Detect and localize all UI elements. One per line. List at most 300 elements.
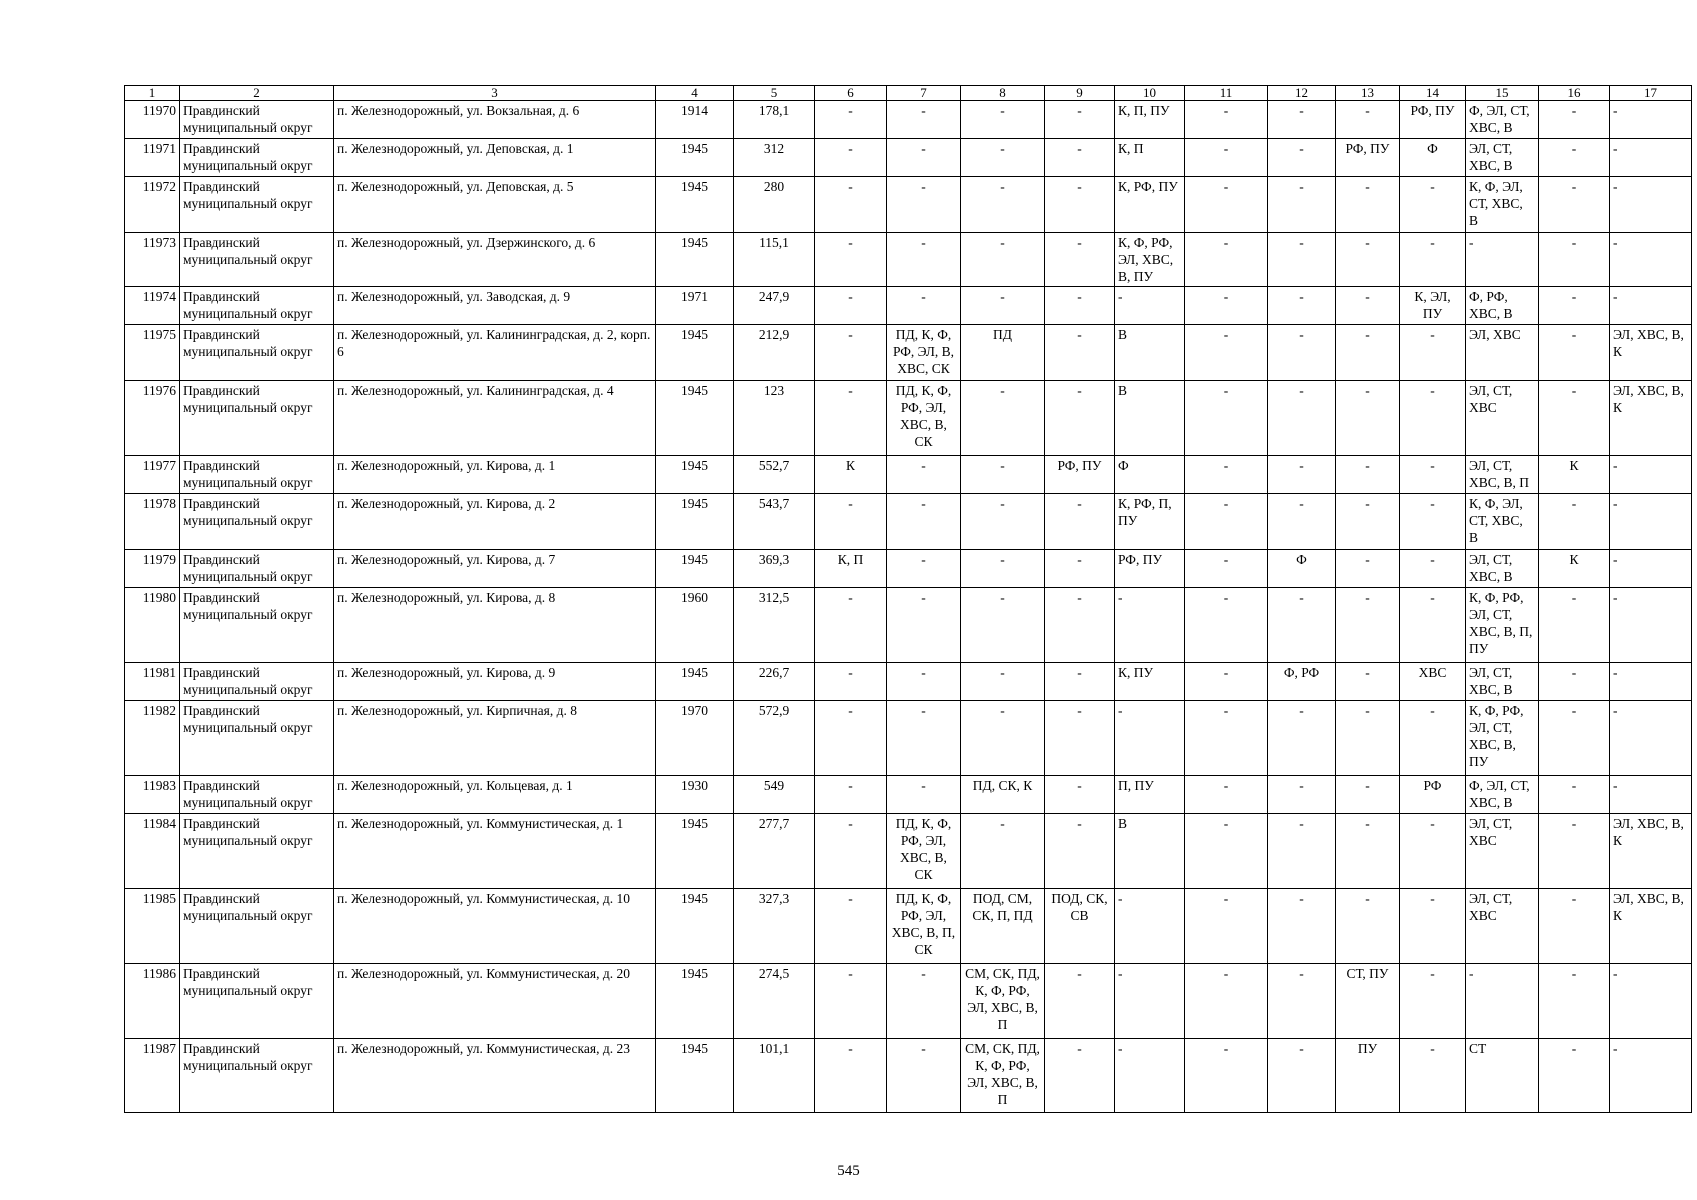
- table-row: [125, 287, 1692, 325]
- table-cell: -: [815, 1039, 887, 1113]
- table-row: [125, 889, 1692, 964]
- table-cell: Правдинский муниципальный округ: [180, 663, 334, 701]
- table-cell: п. Железнодорожный, ул. Коммунистическая, д. 23: [334, 1039, 656, 1113]
- table-cell: Ф, РФ: [1268, 663, 1336, 701]
- table-cell: ЭЛ, ХВС, В, К: [1610, 889, 1692, 964]
- table-row: [125, 494, 1692, 550]
- table-cell: -: [1268, 701, 1336, 776]
- table-cell: -: [815, 588, 887, 663]
- table-cell: ЭЛ, ХВС, В, К: [1610, 814, 1692, 889]
- table-cell: -: [961, 287, 1045, 325]
- table-cell: 11981: [125, 663, 180, 701]
- table-cell: 312,5: [734, 588, 815, 663]
- table-cell: К, Ф, ЭЛ, СТ, ХВС, В: [1466, 177, 1539, 233]
- column-number-header: 6: [815, 86, 887, 101]
- table-cell: 1945: [656, 494, 734, 550]
- table-cell: 277,7: [734, 814, 815, 889]
- table-cell: 1945: [656, 381, 734, 456]
- table-cell: Правдинский муниципальный округ: [180, 325, 334, 381]
- table-cell: 11979: [125, 550, 180, 588]
- table-cell: 1945: [656, 663, 734, 701]
- column-number-header: 5: [734, 86, 815, 101]
- table-row: [125, 550, 1692, 588]
- column-number-header: 14: [1400, 86, 1466, 101]
- table-cell: -: [1610, 101, 1692, 139]
- table-cell: -: [1539, 494, 1610, 550]
- table-cell: -: [1336, 177, 1400, 233]
- table-cell: -: [1268, 177, 1336, 233]
- table-cell: -: [1268, 139, 1336, 177]
- table-cell: К, П: [1115, 139, 1185, 177]
- table-cell: 11970: [125, 101, 180, 139]
- table-row: [125, 814, 1692, 889]
- table-cell: -: [1336, 814, 1400, 889]
- table-cell: -: [887, 233, 961, 287]
- table-cell: -: [1336, 456, 1400, 494]
- table-cell: п. Железнодорожный, ул. Кирова, д. 8: [334, 588, 656, 663]
- table-row: [125, 381, 1692, 456]
- table-cell: -: [961, 588, 1045, 663]
- table-cell: -: [1336, 588, 1400, 663]
- table-cell: -: [1045, 139, 1115, 177]
- table-cell: п. Железнодорожный, ул. Кирова, д. 9: [334, 663, 656, 701]
- table-cell: -: [887, 101, 961, 139]
- table-cell: п. Железнодорожный, ул. Кирова, д. 2: [334, 494, 656, 550]
- table-cell: -: [1336, 494, 1400, 550]
- table-cell: СТ: [1466, 1039, 1539, 1113]
- table-cell: -: [1610, 588, 1692, 663]
- table-cell: -: [1610, 494, 1692, 550]
- table-cell: Правдинский муниципальный округ: [180, 550, 334, 588]
- table-cell: РФ, ПУ: [1400, 101, 1466, 139]
- table-cell: 274,5: [734, 964, 815, 1039]
- table-row: [125, 456, 1692, 494]
- table-cell: -: [1539, 663, 1610, 701]
- table-cell: -: [1610, 964, 1692, 1039]
- table-cell: Правдинский муниципальный округ: [180, 287, 334, 325]
- table-row: [125, 1039, 1692, 1113]
- table-cell: Правдинский муниципальный округ: [180, 177, 334, 233]
- table-cell: Правдинский муниципальный округ: [180, 889, 334, 964]
- table-cell: 1945: [656, 325, 734, 381]
- table-cell: ЭЛ, ХВС, В, К: [1610, 325, 1692, 381]
- table-cell: 11975: [125, 325, 180, 381]
- table-cell: 11971: [125, 139, 180, 177]
- table-cell: ЭЛ, СТ, ХВС, В: [1466, 550, 1539, 588]
- table-cell: -: [815, 776, 887, 814]
- table-row: [125, 101, 1692, 139]
- table-cell: -: [1610, 177, 1692, 233]
- table-cell: -: [1115, 964, 1185, 1039]
- table-cell: п. Железнодорожный, ул. Дзержинского, д. 6: [334, 233, 656, 287]
- table-cell: 11984: [125, 814, 180, 889]
- table-cell: Ф: [1115, 456, 1185, 494]
- table-cell: Правдинский муниципальный округ: [180, 814, 334, 889]
- table-cell: РФ: [1400, 776, 1466, 814]
- page-number: 545: [837, 1163, 860, 1179]
- table-cell: К, РФ, П, ПУ: [1115, 494, 1185, 550]
- table-cell: Правдинский муниципальный округ: [180, 776, 334, 814]
- table-cell: ЭЛ, СТ, ХВС: [1466, 381, 1539, 456]
- table-cell: Ф: [1400, 139, 1466, 177]
- header-row: [125, 86, 1692, 101]
- table-cell: 1945: [656, 1039, 734, 1113]
- table-cell: п. Железнодорожный, ул. Кольцевая, д. 1: [334, 776, 656, 814]
- table-cell: -: [1185, 139, 1268, 177]
- table-cell: -: [1045, 814, 1115, 889]
- table-cell: -: [1045, 381, 1115, 456]
- table-cell: п. Железнодорожный, ул. Кирова, д. 1: [334, 456, 656, 494]
- table-cell: -: [1336, 776, 1400, 814]
- table-cell: -: [1045, 588, 1115, 663]
- table-cell: -: [1400, 456, 1466, 494]
- table-cell: Правдинский муниципальный округ: [180, 381, 334, 456]
- table-cell: -: [1400, 550, 1466, 588]
- table-cell: -: [1539, 381, 1610, 456]
- table-cell: -: [1539, 139, 1610, 177]
- table-cell: -: [1185, 550, 1268, 588]
- column-number-header: 9: [1045, 86, 1115, 101]
- table-cell: -: [1466, 233, 1539, 287]
- table-cell: -: [815, 101, 887, 139]
- table-cell: 369,3: [734, 550, 815, 588]
- table-cell: -: [1045, 550, 1115, 588]
- table-cell: -: [1185, 964, 1268, 1039]
- table-cell: РФ, ПУ: [1336, 139, 1400, 177]
- table-cell: -: [1539, 814, 1610, 889]
- table-cell: п. Железнодорожный, ул. Деповская, д. 1: [334, 139, 656, 177]
- table-cell: -: [1268, 494, 1336, 550]
- table-cell: -: [1115, 1039, 1185, 1113]
- table-cell: ЭЛ, СТ, ХВС, В: [1466, 663, 1539, 701]
- table-cell: -: [815, 233, 887, 287]
- table-cell: В: [1115, 814, 1185, 889]
- table-cell: п. Железнодорожный, ул. Калининградская, д. 4: [334, 381, 656, 456]
- table-cell: 11982: [125, 701, 180, 776]
- table-cell: -: [1539, 233, 1610, 287]
- table-cell: Правдинский муниципальный округ: [180, 101, 334, 139]
- column-number-header: 1: [125, 86, 180, 101]
- table-row: [125, 776, 1692, 814]
- table-cell: 327,3: [734, 889, 815, 964]
- table-cell: -: [815, 964, 887, 1039]
- table-cell: В: [1115, 381, 1185, 456]
- table-cell: -: [887, 588, 961, 663]
- table-cell: -: [961, 233, 1045, 287]
- column-number-header: 7: [887, 86, 961, 101]
- table-cell: -: [1400, 889, 1466, 964]
- table-cell: -: [1336, 287, 1400, 325]
- table-row: [125, 964, 1692, 1039]
- table-cell: -: [887, 177, 961, 233]
- table-cell: К, Ф, РФ, ЭЛ, СТ, ХВС, В, ПУ: [1466, 701, 1539, 776]
- table-cell: -: [1268, 233, 1336, 287]
- table-row: [125, 663, 1692, 701]
- table-cell: 1945: [656, 814, 734, 889]
- table-cell: ПОД, СК, СВ: [1045, 889, 1115, 964]
- table-cell: -: [1610, 776, 1692, 814]
- table-cell: ПД, К, Ф, РФ, ЭЛ, ХВС, В, П, СК: [887, 889, 961, 964]
- table-cell: -: [1336, 233, 1400, 287]
- table-cell: -: [1045, 325, 1115, 381]
- table-cell: 212,9: [734, 325, 815, 381]
- table-cell: -: [1539, 177, 1610, 233]
- table-cell: -: [1045, 964, 1115, 1039]
- table-cell: -: [961, 663, 1045, 701]
- table-row: [125, 177, 1692, 233]
- table-cell: -: [1268, 456, 1336, 494]
- table-cell: -: [887, 494, 961, 550]
- table-cell: -: [1400, 701, 1466, 776]
- table-cell: ПД, К, Ф, РФ, ЭЛ, В, ХВС, СК: [887, 325, 961, 381]
- table-cell: -: [1610, 287, 1692, 325]
- table-cell: -: [1045, 776, 1115, 814]
- table-cell: -: [961, 814, 1045, 889]
- table-cell: -: [961, 456, 1045, 494]
- table-cell: -: [1610, 139, 1692, 177]
- table-cell: П, ПУ: [1115, 776, 1185, 814]
- table-cell: -: [1539, 701, 1610, 776]
- table-cell: Правдинский муниципальный округ: [180, 1039, 334, 1113]
- table-cell: ПУ: [1336, 1039, 1400, 1113]
- column-number-header: 12: [1268, 86, 1336, 101]
- column-number-header: 4: [656, 86, 734, 101]
- table-row: [125, 325, 1692, 381]
- table-cell: К, Ф, РФ, ЭЛ, ХВС, В, ПУ: [1115, 233, 1185, 287]
- table-cell: Правдинский муниципальный округ: [180, 233, 334, 287]
- table-cell: -: [1185, 814, 1268, 889]
- table-row: [125, 139, 1692, 177]
- table-cell: 11974: [125, 287, 180, 325]
- table-cell: -: [887, 776, 961, 814]
- table-cell: ЭЛ, СТ, ХВС: [1466, 889, 1539, 964]
- table-cell: -: [1268, 964, 1336, 1039]
- table-cell: -: [961, 701, 1045, 776]
- table-cell: К, ПУ: [1115, 663, 1185, 701]
- table-cell: К, Ф, РФ, ЭЛ, СТ, ХВС, В, П, ПУ: [1466, 588, 1539, 663]
- column-number-header: 2: [180, 86, 334, 101]
- table-cell: 1945: [656, 964, 734, 1039]
- column-number-header: 10: [1115, 86, 1185, 101]
- table-cell: -: [1336, 550, 1400, 588]
- table-cell: 11972: [125, 177, 180, 233]
- table-cell: п. Железнодорожный, ул. Вокзальная, д. 6: [334, 101, 656, 139]
- table-cell: -: [1185, 101, 1268, 139]
- table-cell: -: [1185, 663, 1268, 701]
- table-cell: -: [1185, 1039, 1268, 1113]
- table-cell: -: [1045, 233, 1115, 287]
- table-cell: -: [815, 889, 887, 964]
- table-cell: 11978: [125, 494, 180, 550]
- table-cell: -: [1045, 701, 1115, 776]
- table-cell: -: [815, 139, 887, 177]
- table-cell: 543,7: [734, 494, 815, 550]
- table-cell: -: [1610, 233, 1692, 287]
- table-cell: -: [1539, 1039, 1610, 1113]
- table-cell: 549: [734, 776, 815, 814]
- table-cell: Ф, ЭЛ, СТ, ХВС, В: [1466, 101, 1539, 139]
- table-cell: РФ, ПУ: [1045, 456, 1115, 494]
- table-cell: -: [1268, 1039, 1336, 1113]
- table-cell: 11986: [125, 964, 180, 1039]
- table-cell: ХВС: [1400, 663, 1466, 701]
- table-cell: -: [1045, 287, 1115, 325]
- table-cell: -: [1610, 663, 1692, 701]
- table-cell: СМ, СК, ПД, К, Ф, РФ, ЭЛ, ХВС, В, П: [961, 1039, 1045, 1113]
- table-cell: -: [1336, 889, 1400, 964]
- table-cell: К, П: [815, 550, 887, 588]
- column-number-header: 16: [1539, 86, 1610, 101]
- table-cell: В: [1115, 325, 1185, 381]
- table-cell: -: [1539, 101, 1610, 139]
- table-cell: 280: [734, 177, 815, 233]
- table-cell: -: [1539, 964, 1610, 1039]
- table-cell: Ф, РФ, ХВС, В: [1466, 287, 1539, 325]
- column-number-header: 17: [1610, 86, 1692, 101]
- table-cell: -: [815, 814, 887, 889]
- table-cell: К: [1539, 550, 1610, 588]
- table-cell: ПД, К, Ф, РФ, ЭЛ, ХВС, В, СК: [887, 381, 961, 456]
- table-cell: ПД: [961, 325, 1045, 381]
- table-cell: 1945: [656, 550, 734, 588]
- table-cell: -: [1400, 1039, 1466, 1113]
- table-cell: -: [1539, 325, 1610, 381]
- table-cell: -: [1268, 325, 1336, 381]
- table-cell: К, П, ПУ: [1115, 101, 1185, 139]
- table-cell: Правдинский муниципальный округ: [180, 964, 334, 1039]
- table-cell: -: [815, 381, 887, 456]
- table-cell: -: [1610, 701, 1692, 776]
- table-cell: Правдинский муниципальный округ: [180, 456, 334, 494]
- table-cell: -: [887, 456, 961, 494]
- table-cell: -: [1610, 456, 1692, 494]
- table-cell: 247,9: [734, 287, 815, 325]
- table-cell: -: [1268, 101, 1336, 139]
- column-number-header: 3: [334, 86, 656, 101]
- table-cell: п. Железнодорожный, ул. Коммунистическая, д. 10: [334, 889, 656, 964]
- table-cell: -: [815, 325, 887, 381]
- table-cell: -: [887, 701, 961, 776]
- column-number-header: 15: [1466, 86, 1539, 101]
- table-cell: 11977: [125, 456, 180, 494]
- table-cell: ЭЛ, СТ, ХВС, В, П: [1466, 456, 1539, 494]
- table-cell: -: [961, 494, 1045, 550]
- table-cell: -: [1400, 814, 1466, 889]
- table-cell: -: [1185, 776, 1268, 814]
- table-cell: -: [1400, 964, 1466, 1039]
- table-cell: -: [1045, 1039, 1115, 1113]
- table-cell: -: [1268, 381, 1336, 456]
- table-cell: К: [1539, 456, 1610, 494]
- column-number-header: 11: [1185, 86, 1268, 101]
- table-cell: -: [1539, 588, 1610, 663]
- table-cell: 123: [734, 381, 815, 456]
- table-cell: ПД, СК, К: [961, 776, 1045, 814]
- table-cell: -: [1539, 776, 1610, 814]
- table-cell: ПОД, СМ, СК, П, ПД: [961, 889, 1045, 964]
- table-cell: -: [1400, 494, 1466, 550]
- table-cell: -: [1268, 776, 1336, 814]
- table-cell: -: [961, 550, 1045, 588]
- table-cell: -: [815, 287, 887, 325]
- table-cell: 1945: [656, 889, 734, 964]
- table-cell: 178,1: [734, 101, 815, 139]
- table-cell: -: [1115, 588, 1185, 663]
- table-cell: -: [1185, 701, 1268, 776]
- table-cell: 11973: [125, 233, 180, 287]
- table-cell: -: [1268, 814, 1336, 889]
- table-cell: -: [961, 139, 1045, 177]
- table-cell: -: [887, 550, 961, 588]
- table-cell: -: [1268, 889, 1336, 964]
- table-cell: -: [815, 177, 887, 233]
- table-cell: 1945: [656, 233, 734, 287]
- table-cell: -: [815, 663, 887, 701]
- table-cell: -: [1185, 889, 1268, 964]
- table-cell: -: [1610, 550, 1692, 588]
- table-cell: -: [1045, 663, 1115, 701]
- table-cell: -: [1539, 287, 1610, 325]
- table-cell: К, Ф, ЭЛ, СТ, ХВС, В: [1466, 494, 1539, 550]
- table-cell: ЭЛ, СТ, ХВС, В: [1466, 139, 1539, 177]
- table-cell: 11983: [125, 776, 180, 814]
- table-cell: -: [1400, 325, 1466, 381]
- table-cell: -: [1185, 456, 1268, 494]
- table-cell: Правдинский муниципальный округ: [180, 139, 334, 177]
- table-cell: -: [1185, 287, 1268, 325]
- table-cell: -: [1336, 663, 1400, 701]
- table-cell: -: [887, 964, 961, 1039]
- table-cell: К, ЭЛ, ПУ: [1400, 287, 1466, 325]
- table-cell: -: [1045, 177, 1115, 233]
- table-cell: -: [1336, 701, 1400, 776]
- table-cell: ЭЛ, СТ, ХВС: [1466, 814, 1539, 889]
- table-cell: 1971: [656, 287, 734, 325]
- table-cell: 101,1: [734, 1039, 815, 1113]
- table-cell: 1914: [656, 101, 734, 139]
- table-cell: п. Железнодорожный, ул. Деповская, д. 5: [334, 177, 656, 233]
- table-cell: К: [815, 456, 887, 494]
- table-cell: п. Железнодорожный, ул. Коммунистическая, д. 20: [334, 964, 656, 1039]
- table-cell: СМ, СК, ПД, К, Ф, РФ, ЭЛ, ХВС, В, П: [961, 964, 1045, 1039]
- table-cell: 11980: [125, 588, 180, 663]
- column-number-header: 13: [1336, 86, 1400, 101]
- table-cell: -: [1045, 494, 1115, 550]
- table-cell: -: [1466, 964, 1539, 1039]
- table-cell: 552,7: [734, 456, 815, 494]
- table-cell: п. Железнодорожный, ул. Калининградская, д. 2, корп. 6: [334, 325, 656, 381]
- table-cell: -: [1336, 381, 1400, 456]
- table-cell: п. Железнодорожный, ул. Коммунистическая, д. 1: [334, 814, 656, 889]
- table-cell: -: [1115, 287, 1185, 325]
- table-cell: -: [887, 139, 961, 177]
- table-cell: -: [887, 1039, 961, 1113]
- table-cell: -: [887, 287, 961, 325]
- table-cell: 312: [734, 139, 815, 177]
- table-cell: -: [1400, 177, 1466, 233]
- table-cell: 115,1: [734, 233, 815, 287]
- table-row: [125, 701, 1692, 776]
- registry-table: [124, 85, 1692, 1113]
- table-cell: -: [1115, 701, 1185, 776]
- table-cell: -: [1045, 101, 1115, 139]
- table-cell: 1945: [656, 177, 734, 233]
- table-cell: -: [1610, 1039, 1692, 1113]
- table-cell: -: [1185, 381, 1268, 456]
- table-cell: п. Железнодорожный, ул. Кирпичная, д. 8: [334, 701, 656, 776]
- table-cell: -: [887, 663, 961, 701]
- table-cell: 226,7: [734, 663, 815, 701]
